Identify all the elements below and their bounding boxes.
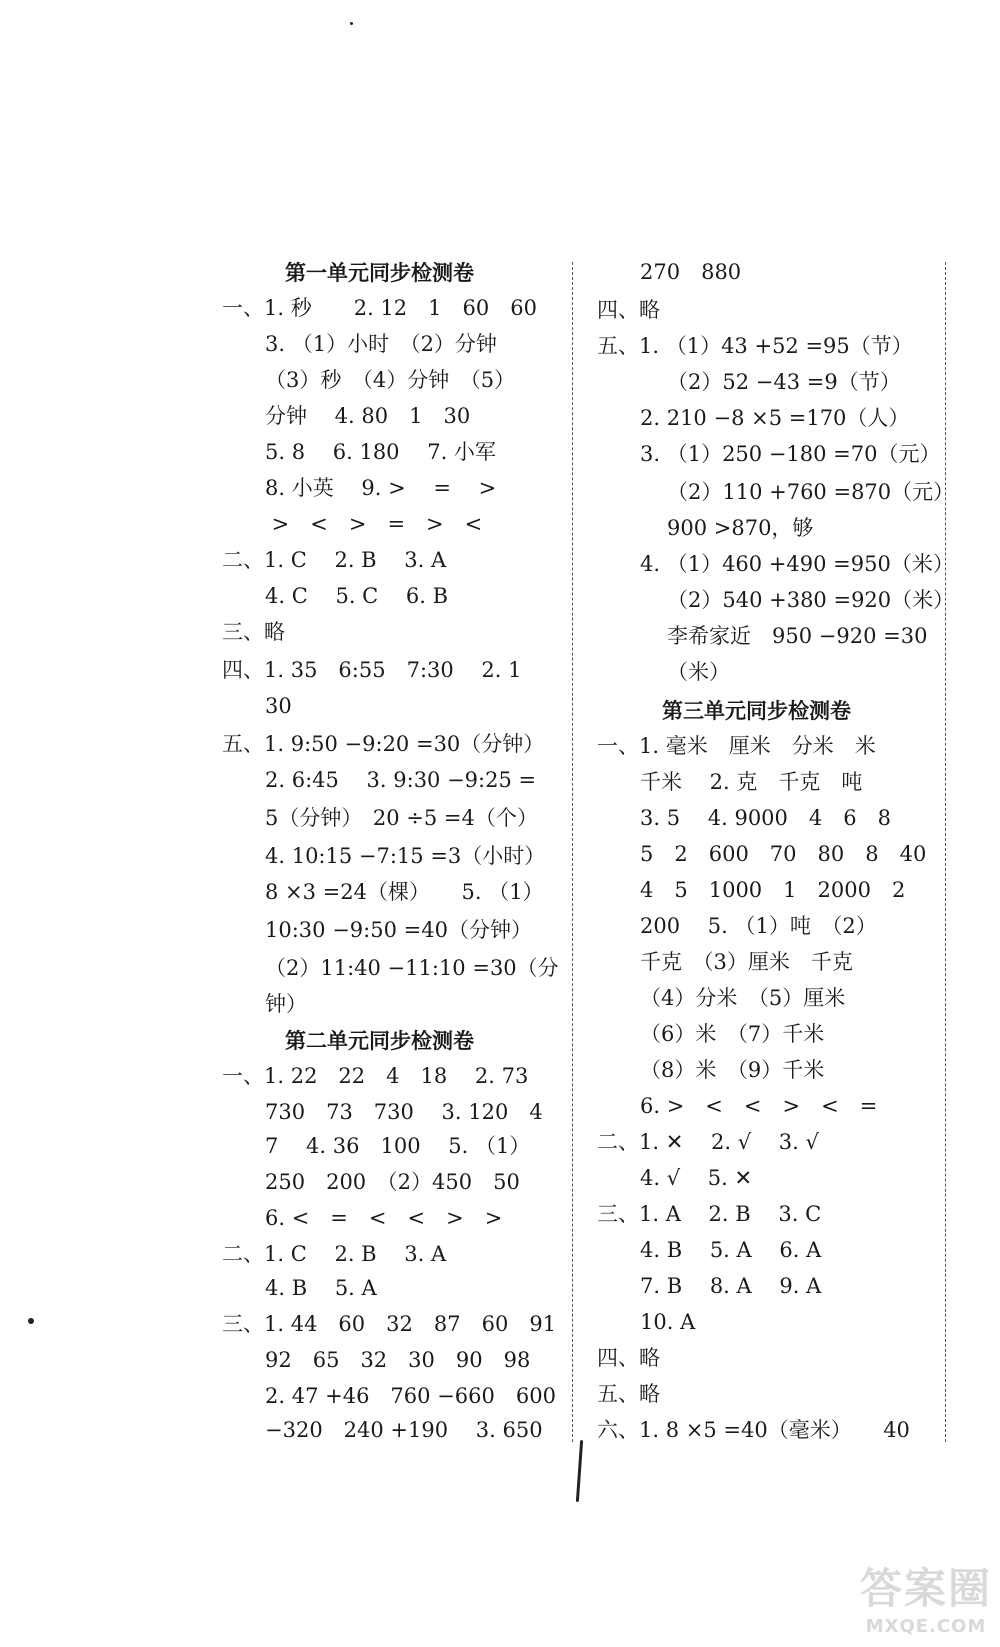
answer-line: （2）11:40 −11:10 =30（分 — [265, 956, 559, 980]
answer-line: 三、1. A 2. B 3. C — [597, 1202, 822, 1226]
answer-line: 4. 10:15 −7:15 =3（小时） — [265, 844, 546, 868]
answer-line: 五、略 — [597, 1382, 660, 1406]
answer-line: 李希家近 950 −920 =30 — [667, 624, 928, 648]
answer-line: 4. C 5. C 6. B — [265, 584, 449, 608]
answer-line: 5（分钟） 20 ÷5 =4（个） — [265, 806, 538, 830]
answer-line: 7. B 8. A 9. A — [640, 1274, 822, 1298]
answer-line: （4）分米 （5）厘米 — [640, 986, 846, 1010]
answer-line: 五、1. 9:50 −9:20 =30（分钟） — [222, 732, 545, 756]
answer-line: 2. 210 −8 ×5 =170（人） — [640, 406, 910, 430]
answer-line: 一、1. 秒 2. 12 1 60 60 — [222, 296, 537, 320]
answer-line: 一、1. 22 22 4 18 2. 73 — [222, 1064, 529, 1088]
answer-line: 900 >870，够 — [667, 516, 814, 540]
watermark — [860, 1556, 992, 1637]
answer-line: 6. < = < < > > — [265, 1206, 503, 1230]
answer-line: 钟） — [265, 992, 307, 1016]
answer-line: 5. 8 6. 180 7. 小军 — [265, 440, 496, 464]
answer-line: 一、1. 毫米 厘米 分米 米 — [597, 734, 876, 758]
answer-line: 二、1. C 2. B 3. A — [222, 548, 447, 572]
answer-line: 8. 小英 9. > = > — [265, 476, 497, 500]
answer-line: 六、1. 8 ×5 =40（毫米） 40 — [597, 1418, 910, 1442]
answer-line: （3）秒 （4）分钟 （5） — [265, 368, 516, 392]
answer-line: （2）540 +380 =920（米） — [667, 588, 955, 612]
answer-line: 200 5. （1）吨 （2） — [640, 914, 877, 938]
answer-line: 4 5 1000 1 2000 2 — [640, 878, 906, 902]
answer-line: 4. B 5. A — [265, 1276, 377, 1300]
answer-line: （米） — [667, 660, 730, 684]
answer-line: （8）米 （9）千米 — [640, 1058, 825, 1082]
answer-line: 四、略 — [597, 298, 660, 322]
answer-line: （2）110 +760 =870（元） — [667, 480, 955, 504]
section-title: 第一单元同步检测卷 — [285, 260, 474, 285]
answer-line: 2. 6:45 3. 9:30 −9:25 = — [265, 768, 537, 792]
answer-line: 3. （1）250 −180 =70（元） — [640, 442, 941, 466]
answer-line: 8 ×3 =24（棵） 5. （1） — [265, 880, 544, 904]
answer-line: 4. √ 5. ✕ — [640, 1166, 753, 1190]
answer-line: 270 880 — [640, 260, 742, 284]
answer-line: 三、1. 44 60 32 87 60 91 — [222, 1312, 557, 1336]
section-title: 第三单元同步检测卷 — [662, 698, 851, 723]
answer-line: 4. B 5. A 6. A — [640, 1238, 822, 1262]
stray-dot-mark — [28, 1318, 34, 1324]
answer-line: （2）52 −43 =9（节） — [667, 370, 901, 394]
answer-line: 730 73 730 3. 120 4 — [265, 1100, 543, 1124]
answer-line: 250 200 （2）450 50 — [265, 1170, 520, 1194]
answer-line: （6）米 （7）千米 — [640, 1022, 825, 1046]
answer-line: 四、略 — [597, 1346, 660, 1370]
answer-line: 3. （1）小时 （2）分钟 — [265, 332, 497, 356]
answer-line: 5 2 600 70 80 8 40 — [640, 842, 927, 866]
answer-line: > < > = > < — [265, 512, 483, 536]
answer-line: −320 240 +190 3. 650 — [265, 1418, 543, 1442]
column-divider — [572, 262, 573, 1442]
watermark-url: MXQE.COM — [865, 1616, 987, 1637]
answer-line: 3. 5 4. 9000 4 6 8 — [640, 806, 891, 830]
answer-line: 五、1. （1）43 +52 =95（节） — [597, 334, 913, 358]
answer-line: 二、1. C 2. B 3. A — [222, 1242, 447, 1266]
answer-line: 2. 47 +46 760 −660 600 — [265, 1384, 556, 1408]
answer-line: 分钟 4. 80 1 30 — [265, 404, 471, 428]
answer-line: 三、略 — [222, 620, 285, 644]
answer-line: 30 — [265, 694, 292, 718]
watermark-logo: 答案圈 — [859, 1564, 992, 1613]
pen-stroke-mark — [576, 1440, 583, 1502]
answer-line: 6. > < < > < = — [640, 1094, 878, 1118]
answer-line: 二、1. ✕ 2. √ 3. √ — [597, 1130, 819, 1154]
answer-line: 10:30 −9:50 =40（分钟） — [265, 918, 532, 942]
answer-line: 10. A — [640, 1310, 696, 1334]
section-title: 第二单元同步检测卷 — [285, 1028, 474, 1053]
answer-line: 92 65 32 30 90 98 — [265, 1348, 531, 1372]
answer-line: 4. （1）460 +490 =950（米） — [640, 552, 954, 576]
answer-line: 7 4. 36 100 5. （1） — [265, 1134, 531, 1158]
answer-line: 千米 2. 克 千克 吨 — [640, 770, 863, 794]
right-edge-divider — [945, 262, 946, 1442]
answer-line: 四、1. 35 6:55 7:30 2. 1 — [222, 658, 522, 682]
answer-line: 千克 （3）厘米 千克 — [640, 950, 853, 974]
top-speck-mark — [350, 22, 353, 25]
